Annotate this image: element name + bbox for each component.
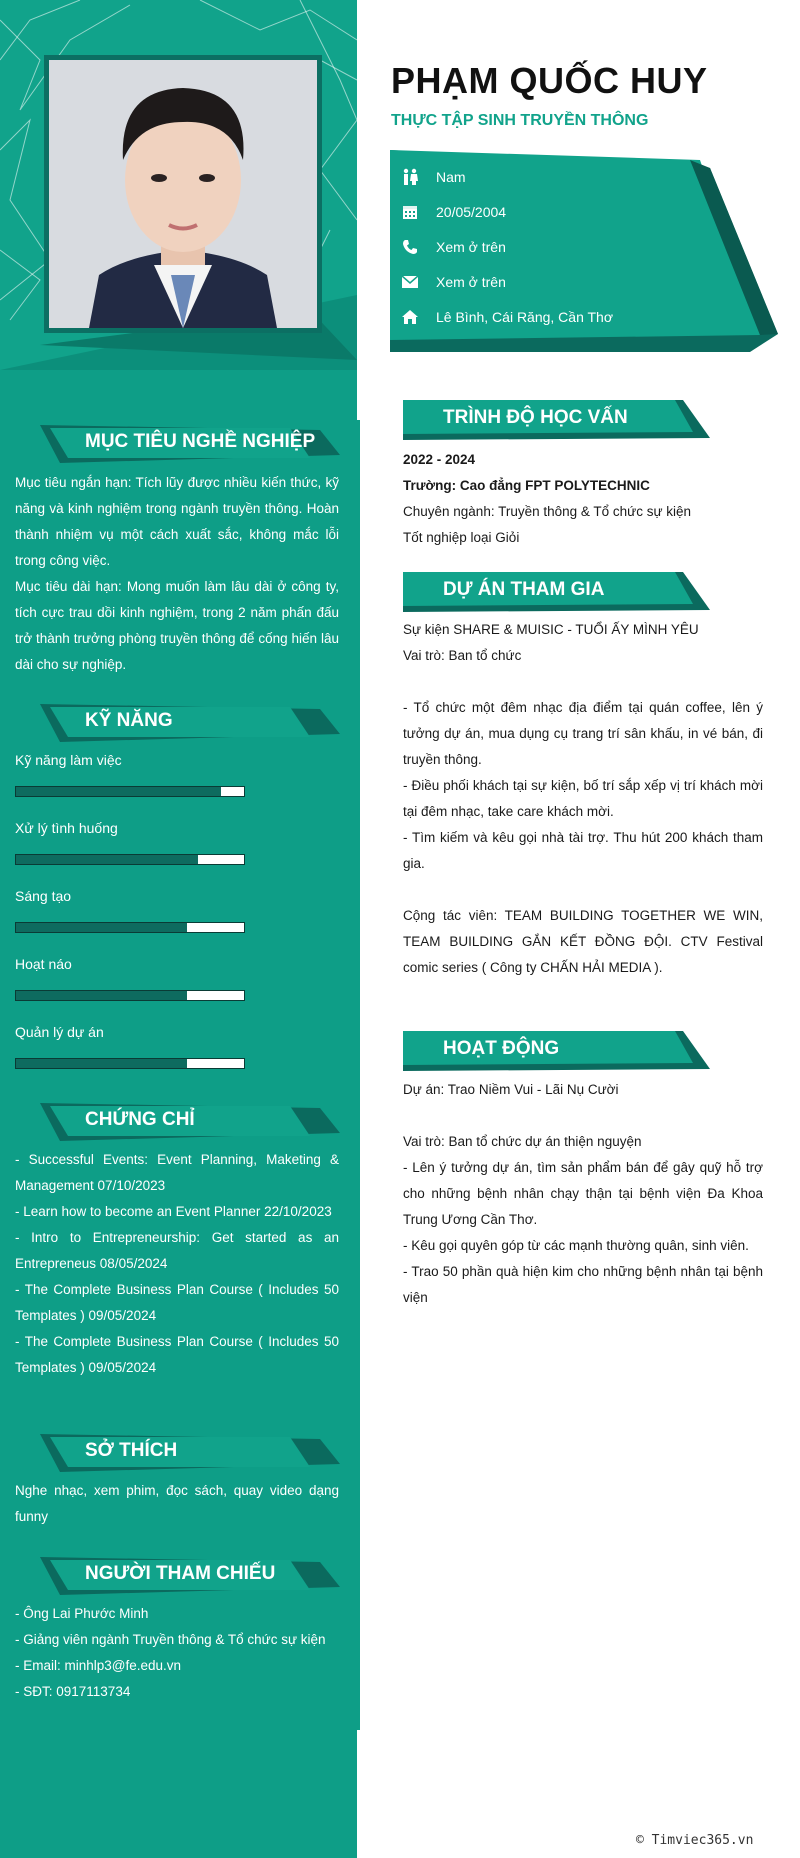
section-title-references [40, 1557, 340, 1595]
section-title-skills [40, 704, 340, 742]
certificate-item: - The Complete Business Plan Course ( Includes 50 Templates ) 09/05/2024 [15, 1282, 339, 1323]
skill-bar [15, 786, 245, 797]
section-title-certificates [40, 1103, 340, 1141]
certificate-item: - Learn how to become an Event Planner 22/10/2023 [15, 1204, 332, 1219]
certificate-item: - Intro to Entrepreneurship: Get started as an Entrepreneus 08/05/2024 [15, 1230, 339, 1271]
certificate-item: - The Complete Business Plan Course ( Includes 50 Templates ) 09/05/2024 [15, 1334, 339, 1375]
skill-bar-fill [16, 787, 221, 796]
skill-label: Sáng tạo [15, 888, 72, 904]
skill-label: Quản lý dự án [15, 1024, 104, 1040]
hobbies-text [15, 1478, 339, 1530]
education-school: Trường: Cao đẳng FPT POLYTECHNIC [403, 478, 650, 493]
skill-bar-fill [16, 855, 198, 864]
projects-details [403, 617, 763, 981]
certificate-item: - Successful Events: Event Planning, Maketing & Management 07/10/2023 [15, 1152, 339, 1193]
activity-role: Vai trò: Ban tổ chức dự án thiện nguyện [403, 1134, 642, 1149]
footer-watermark: © Timviec365.vn [636, 1833, 754, 1848]
contact-box [390, 150, 780, 352]
section-title-education [403, 400, 710, 440]
activity-detail: - Kêu gọi quyên góp từ các mạnh thường quân, sinh viên. [403, 1238, 749, 1253]
section-title-text: KỸ NĂNG [85, 710, 173, 731]
objective-long-term: Mục tiêu dài hạn: Mong muốn làm lâu dài ở công ty, tích cực trau dồi kinh nghiệm, trong 2 năm phấn đấu trở thành trưởng phòng truyền thông để cống hiến lâu dài cho sự nghiệp. [15, 579, 339, 672]
section-title-text: DỰ ÁN THAM GIA [443, 579, 605, 600]
objective-short-term: Mục tiêu ngắn hạn: Tích lũy được nhiều kiến thức, kỹ năng và kinh nghiệm trong ngành truyền thông. Hoàn thành nhiệm vụ một cách xuất sắc, không mắc lỗi trong công việc. [15, 475, 339, 568]
skill-bar [15, 1058, 245, 1069]
contact-email [390, 267, 506, 297]
section-title-hobbies [40, 1434, 340, 1472]
reference-item: - SĐT: 0917113734 [15, 1684, 131, 1699]
section-title-text: SỞ THÍCH [85, 1440, 178, 1461]
project-detail: - Điều phối khách tại sự kiện, bố trí sắp xếp vị trí khách mời tại đêm nhạc, take care khách mời. [403, 778, 763, 819]
skill-label: Hoạt náo [15, 956, 72, 972]
objective-text [15, 470, 339, 678]
candidate-name: PHẠM QUỐC HUY [391, 60, 708, 101]
contact-value: Xem ở trên [436, 274, 506, 290]
calendar-icon [394, 197, 426, 227]
section-title-text: NGƯỜI THAM CHIẾU [85, 1563, 276, 1584]
section-title-text: HOẠT ĐỘNG [443, 1038, 560, 1059]
reference-item: - Ông Lai Phước Minh [15, 1606, 149, 1621]
home-icon [394, 302, 426, 332]
section-title-activities [403, 1031, 710, 1071]
contact-value: Lê Bình, Cái Răng, Cần Thơ [436, 309, 614, 325]
profile-photo [49, 60, 317, 328]
section-title-text: CHỨNG CHỈ [85, 1109, 195, 1130]
education-details [403, 447, 763, 551]
section-title-objective [40, 425, 340, 463]
project-detail: - Tìm kiếm và kêu gọi nhà tài trợ. Thu hút 200 khách tham gia. [403, 830, 763, 871]
profile-header-background [0, 0, 357, 370]
reference-item: - Email: minhlp3@fe.edu.vn [15, 1658, 182, 1673]
contact-value: 20/05/2004 [436, 204, 507, 220]
skill-bar-fill [16, 923, 187, 932]
education-major: Chuyên ngành: Truyền thông & Tổ chức sự kiện [403, 504, 691, 519]
activities-details [403, 1077, 763, 1311]
section-title-text: TRÌNH ĐỘ HỌC VẤN [443, 407, 628, 428]
skill-label: Kỹ năng làm việc [15, 752, 122, 768]
contact-value: Nam [436, 169, 466, 185]
contact-address [390, 302, 613, 332]
skill-bar [15, 854, 245, 865]
project-event: Sự kiện SHARE & MUISIC - TUỔI ẤY MÌNH YÊU [403, 622, 699, 637]
project-collab: Cộng tác viên: TEAM BUILDING TOGETHER WE WIN, TEAM BUILDING GẮN KẾT ĐỒNG ĐỘI. CTV Festival comic series ( Công ty CHẤN HẢI MEDIA ). [403, 908, 763, 975]
education-grade: Tốt nghiệp loại Giỏi [403, 530, 520, 545]
reference-item: - Giảng viên ngành Truyền thông & Tổ chức sự kiện [15, 1632, 326, 1647]
hobbies-content: Nghe nhạc, xem phim, đọc sách, quay video dạng funny [15, 1483, 339, 1524]
project-detail: - Tổ chức một đêm nhạc địa điểm tại quán coffee, lên ý tưởng dự án, mua dụng cụ trang trí sân khấu, in vé bán, đi truyền thông. [403, 700, 763, 767]
contact-birthday [390, 197, 506, 227]
phone-icon [394, 232, 426, 262]
project-role: Vai trò: Ban tổ chức [403, 648, 522, 663]
envelope-icon [394, 267, 426, 297]
section-title-projects [403, 572, 710, 612]
sidebar-edge [357, 420, 360, 1730]
contact-gender [390, 162, 466, 192]
skill-label: Xử lý tình huống [15, 820, 118, 836]
education-period: 2022 - 2024 [403, 452, 476, 467]
job-title: THỰC TẬP SINH TRUYỀN THÔNG [391, 112, 649, 129]
section-title-text: MỤC TIÊU NGHỀ NGHIỆP [85, 431, 316, 452]
gender-icon [394, 162, 426, 192]
activity-project: Dự án: Trao Niềm Vui - Lãi Nụ Cười [403, 1082, 619, 1097]
contact-value: Xem ở trên [436, 239, 506, 255]
skill-bar [15, 990, 245, 1001]
certificates-list [15, 1147, 339, 1381]
activity-detail: - Trao 50 phần quà hiện kim cho những bệnh nhân tại bệnh viện [403, 1264, 763, 1305]
photo-frame [44, 55, 322, 333]
contact-phone [390, 232, 506, 262]
skill-bar-fill [16, 1059, 187, 1068]
skill-bar-fill [16, 991, 187, 1000]
activity-detail: - Lên ý tưởng dự án, tìm sản phẩm bán để gây quỹ hỗ trợ cho những bệnh nhân chạy thận tại bệnh viện Đa Khoa Trung Ương Cần Thơ. [403, 1160, 763, 1227]
references-list [15, 1601, 339, 1705]
skill-bar [15, 922, 245, 933]
